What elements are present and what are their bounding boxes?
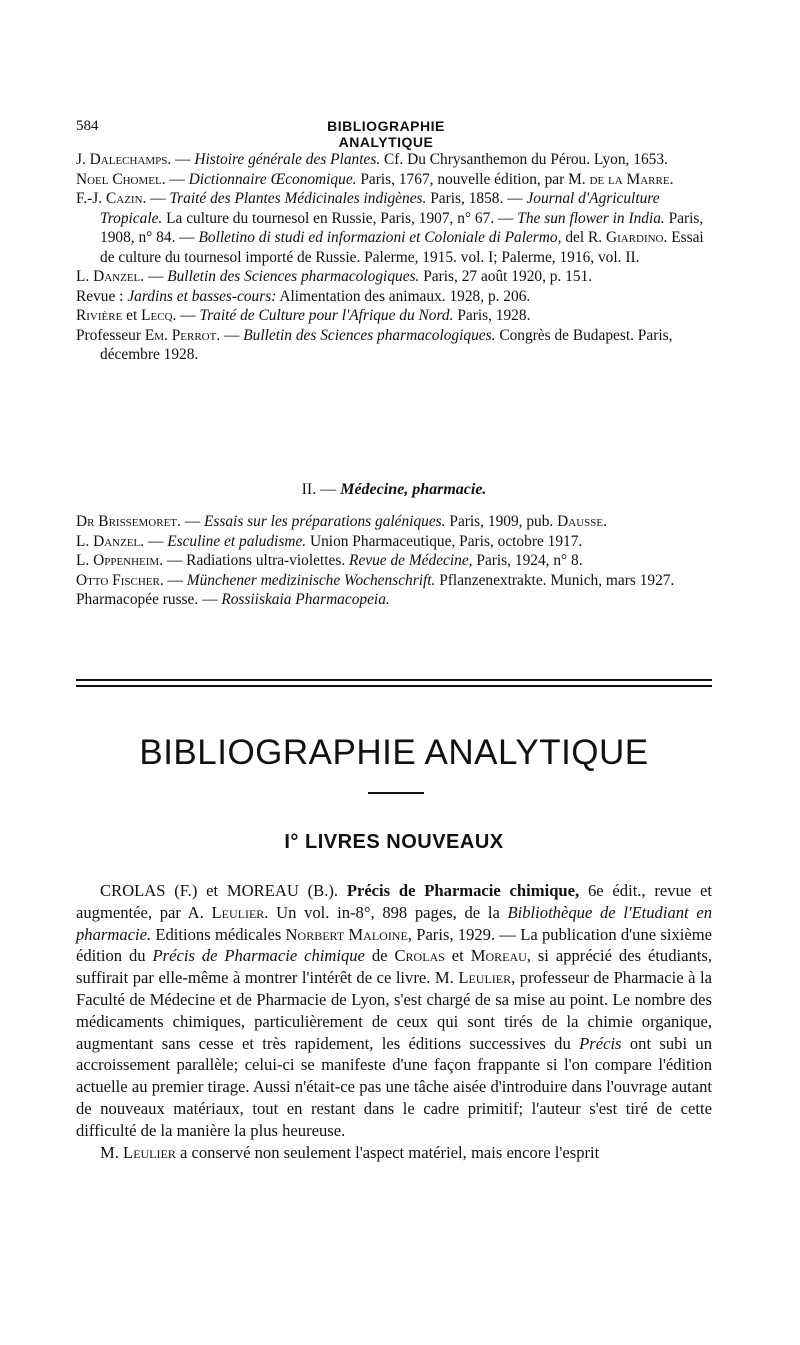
running-head xyxy=(76,118,708,150)
book-review xyxy=(76,880,712,1163)
page-number: 584 xyxy=(76,118,99,134)
bibliography-entry: Rivière et Lecq. — Traité de Culture pour l'Afrique du Nord. Paris, 1928. xyxy=(76,307,531,324)
bibliography-entry: F.-J. Cazin. — Traité des Plantes Médicinales indigènes. Paris, 1858. — Journal d'Agriculture Tropicale. La culture du tournesol en Russie, Paris, 1907, n° 67. — The sun flower in India. Paris, 1908, n° 84. — Bolletino di studi ed informazioni et Coloniale di Palermo, del R. Giardino. Essai de culture du tournesol importé de Russie. Palerme, 1915. vol. I; Palerme, 1916, vol. II. xyxy=(76,190,704,266)
bibliography-entry: L. Oppenheim. — Radiations ultra-violettes. Revue de Médecine, Paris, 1924, n° 8. xyxy=(76,552,583,569)
divider-rule xyxy=(76,685,712,687)
bibliography-entry: Otto Fischer. — Münchener medizinische Wochenschrift. Pflanzenextrakte. Munich, mars 1927. xyxy=(76,571,675,589)
bibliography-entry: Dr Brissemoret. — Essais sur les préparations galéniques. Paris, 1909, pub. Dausse. xyxy=(76,513,607,530)
title-underline xyxy=(368,792,424,794)
subsection-title: I° LIVRES NOUVEAUX xyxy=(284,831,504,853)
bibliography-entry: L. Danzel. — Esculine et paludisme. Union Pharmaceutique, Paris, octobre 1917. xyxy=(76,532,583,550)
bibliography-entry: Noel Chomel. — Dictionnaire Œconomique. Paris, 1767, nouvelle édition, par M. de la Marre. xyxy=(76,170,674,188)
bibliography-entry: Professeur Em. Perrot. — Bulletin des Sciences pharmacologiques. Congrès de Budapest. Paris, décembre 1928. xyxy=(76,326,673,363)
bibliography-list-2 xyxy=(76,512,712,610)
running-title: BIBLIOGRAPHIE ANALYTIQUE xyxy=(327,118,445,150)
bibliography-entry: L. Danzel. — Bulletin des Sciences pharmacologiques. Paris, 27 août 1920, p. 151. xyxy=(76,268,593,285)
bibliography-list xyxy=(76,150,712,365)
section-heading: II. — Médecine, pharmacie. xyxy=(301,481,487,498)
divider-rule xyxy=(76,679,712,681)
main-title: BIBLIOGRAPHIE ANALYTIQUE xyxy=(139,733,649,772)
review-paragraph: CROLAS (F.) et MOREAU (B.). Précis de Pharmacie chimique, 6e édit., revue et augmentée, par A. Leulier. Un vol. in-8°, 898 pages, de la Bibliothèque de l'Etudiant en pharmacie. Editions médicales Norbert Maloine, Paris, 1929. — La publication d'une sixième édition du Précis de Pharmacie chimique de Crolas et Moreau, si apprécié des étudiants, suffirait par elle-même à montrer l'intérêt de ce livre. M. Leulier, professeur de Pharmacie à la Faculté de Médecine et de Pharmacie de Lyon, s'est chargé de sa mise au point. Le nombre des médicaments chimiques, particulièrement de ceux qui sont tirés de la chimie organique, augmentant sans cesse et très rapidement, les éditions successives du Précis ont subi un accroissement parallèle; celui-ci se manifeste d'une façon frappante si l'on compare l'édition actuelle au premier tirage. Aussi n'était-ce pas une tâche aisée d'introduire dans l'ouvrage autant de nouveaux matériaux, tout en restant dans le cadre primitif; l'auteur s'est tiré de cette difficulté de la manière la plus heureuse. xyxy=(76,881,713,1140)
bibliography-entry: Revue : Jardins et basses-cours: Alimentation des animaux. 1928, p. 206. xyxy=(76,287,531,305)
review-paragraph: M. Leulier a conservé non seulement l'aspect matériel, mais encore l'esprit xyxy=(100,1142,600,1162)
bibliography-entry: J. Dalechamps. — Histoire générale des Plantes. Cf. Du Chrysanthemon du Pérou. Lyon, 1653. xyxy=(76,151,668,168)
bibliography-entry: Pharmacopée russe. — Rossiiskaia Pharmacopeia. xyxy=(76,591,390,608)
